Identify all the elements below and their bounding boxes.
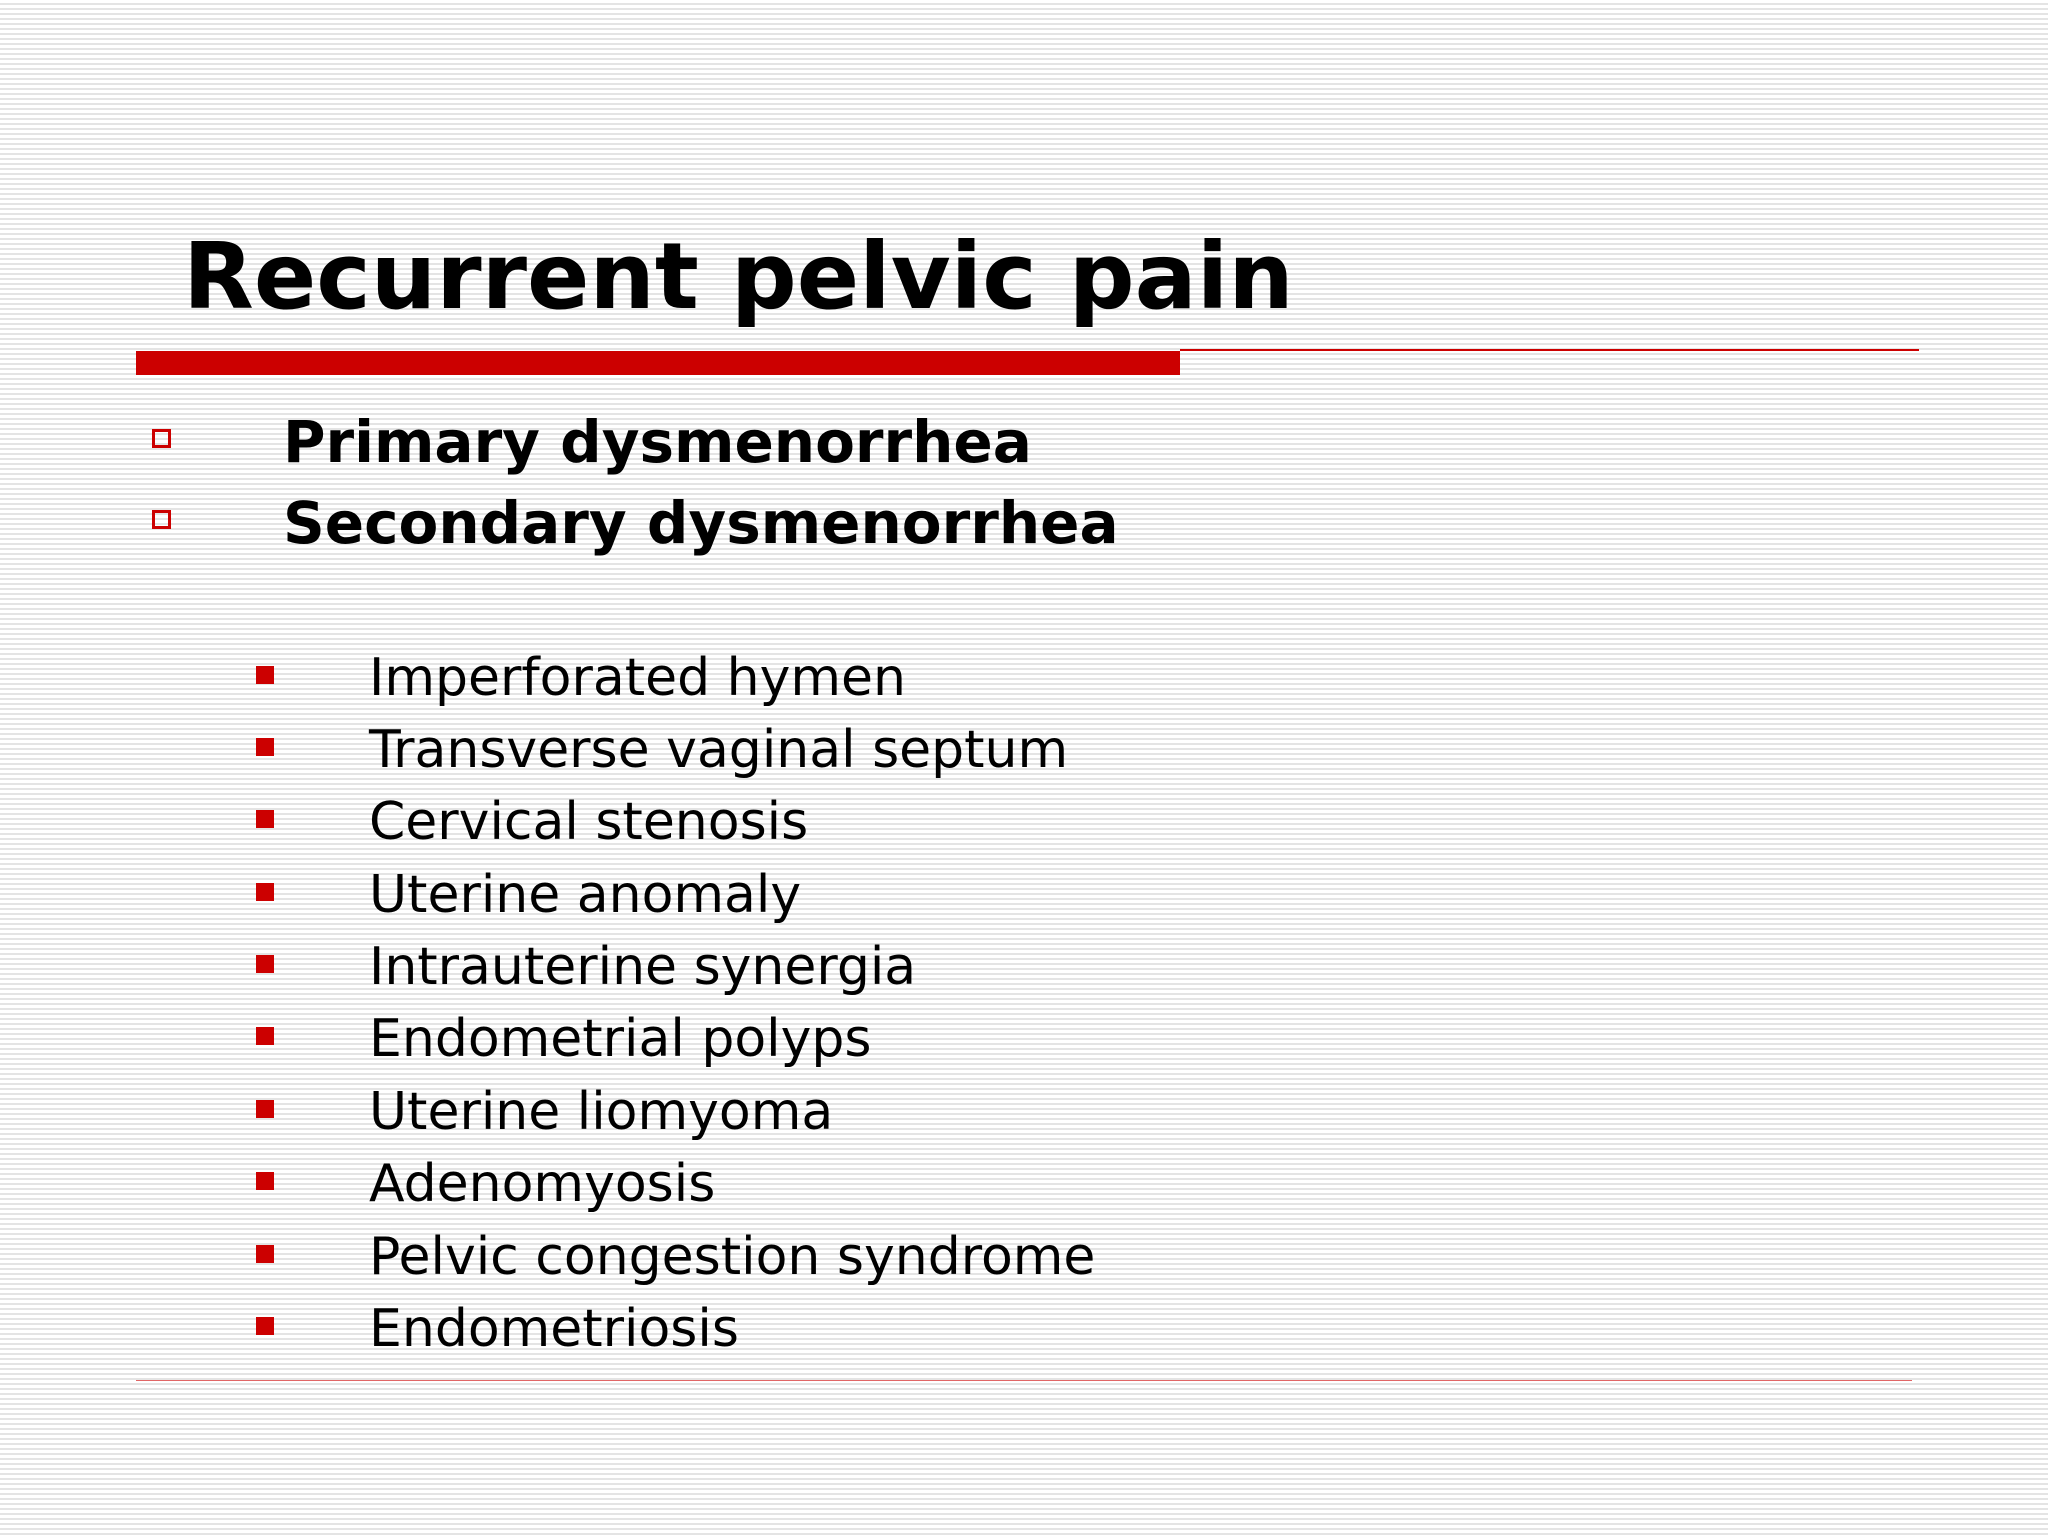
solid-square-icon	[256, 1245, 274, 1263]
list-item-text: Transverse vaginal septum	[369, 720, 1069, 780]
slide-title: Recurrent pelvic pain	[183, 223, 1294, 330]
solid-square-icon	[256, 1317, 274, 1335]
title-underline-thin	[1180, 349, 1919, 351]
list-item-text: Imperforated hymen	[369, 648, 906, 708]
list-item-text: Cervical stenosis	[369, 792, 809, 852]
solid-square-icon	[256, 955, 274, 973]
solid-square-icon	[256, 883, 274, 901]
list-item-text: Endometriosis	[369, 1299, 739, 1359]
footer-divider	[136, 1380, 1912, 1381]
list-item-text: Intrauterine synergia	[369, 937, 917, 997]
list-item-text: Secondary dysmenorrhea	[283, 489, 1119, 557]
solid-square-icon	[256, 666, 274, 684]
solid-square-icon	[256, 1100, 274, 1118]
hollow-square-icon	[152, 510, 171, 529]
list-item-text: Uterine liomyoma	[369, 1082, 834, 1142]
solid-square-icon	[256, 1172, 274, 1190]
solid-square-icon	[256, 810, 274, 828]
list-item-text: Endometrial polyps	[369, 1009, 872, 1069]
list-item-text: Pelvic congestion syndrome	[369, 1227, 1096, 1287]
list-item-text: Primary dysmenorrhea	[283, 408, 1032, 476]
title-underline-thick	[136, 351, 1180, 375]
list-item-text: Adenomyosis	[369, 1154, 716, 1214]
list-item-text: Uterine anomaly	[369, 865, 802, 925]
solid-square-icon	[256, 738, 274, 756]
hollow-square-icon	[152, 429, 171, 448]
solid-square-icon	[256, 1027, 274, 1045]
